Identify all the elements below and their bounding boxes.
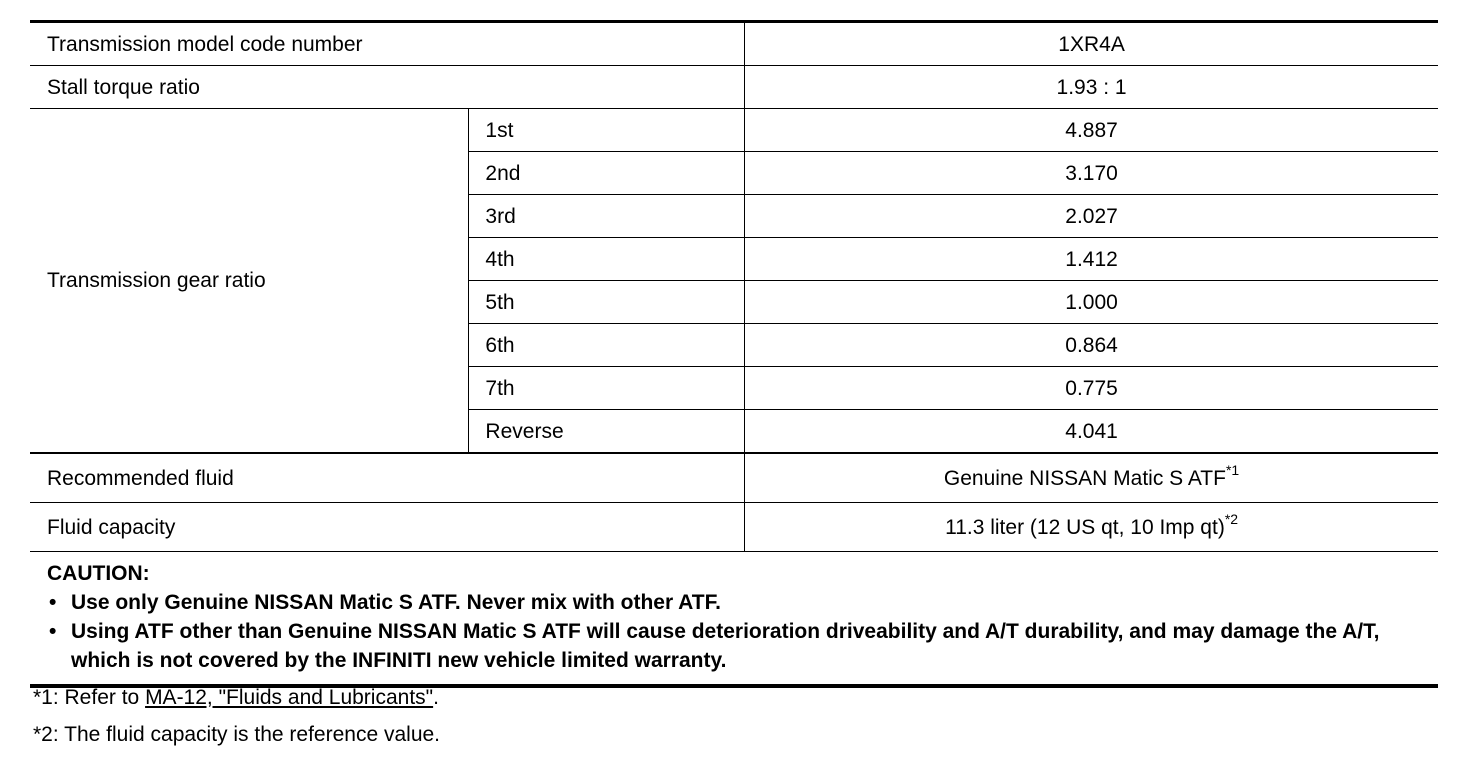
footnote-1-suffix: . bbox=[433, 686, 439, 709]
caution-item: • Use only Genuine NISSAN Matic S ATF. Never mix with other ATF. bbox=[47, 588, 1421, 617]
gear-name: 6th bbox=[469, 324, 745, 367]
table-row-gear-1st bbox=[30, 109, 1438, 152]
gear-name: 1st bbox=[469, 109, 745, 152]
gear-name: 5th bbox=[469, 281, 745, 324]
footnote-1-prefix: *1: Refer to bbox=[33, 686, 146, 709]
gear-value: 1.000 bbox=[745, 281, 1438, 324]
gear-value: 0.864 bbox=[745, 324, 1438, 367]
gear-ratio-label: Transmission gear ratio bbox=[30, 109, 469, 454]
footnote-2: *2: The fluid capacity is the reference value. bbox=[33, 723, 441, 746]
specification-table bbox=[30, 20, 1438, 688]
fluids-lubricants-link[interactable]: MA-12, "Fluids and Lubricants" bbox=[145, 686, 434, 709]
fluid-capacity-value bbox=[745, 503, 1438, 552]
model-code-value: 1XR4A bbox=[745, 22, 1438, 66]
gear-value: 3.170 bbox=[745, 152, 1438, 195]
gear-name: 4th bbox=[469, 238, 745, 281]
gear-value: 4.041 bbox=[745, 410, 1438, 454]
caution-item: • Using ATF other than Genuine NISSAN Matic S ATF will cause deterioration driveability and A/T durability, and may damage the A/T, which is not covered by the INFINITI new vehicle limited warranty. bbox=[47, 617, 1421, 675]
table-row-model-code bbox=[30, 22, 1438, 66]
caution-list bbox=[47, 588, 1421, 675]
gear-name: Reverse bbox=[469, 410, 745, 454]
gear-value: 1.412 bbox=[745, 238, 1438, 281]
gear-name: 7th bbox=[469, 367, 745, 410]
footnotes bbox=[33, 686, 440, 760]
footnote-1 bbox=[33, 686, 440, 710]
gear-name: 3rd bbox=[469, 195, 745, 238]
fluid-capacity-text: 11.3 liter (12 US qt, 10 Imp qt) bbox=[945, 515, 1225, 539]
recommended-fluid-value bbox=[745, 453, 1438, 503]
table-row-recommended-fluid bbox=[30, 453, 1438, 503]
stall-torque-label: Stall torque ratio bbox=[30, 66, 745, 109]
caution-row bbox=[30, 552, 1438, 687]
caution-box bbox=[30, 552, 1438, 687]
gear-value: 0.775 bbox=[745, 367, 1438, 410]
gear-name: 2nd bbox=[469, 152, 745, 195]
gear-value: 4.887 bbox=[745, 109, 1438, 152]
gear-value: 2.027 bbox=[745, 195, 1438, 238]
fluid-capacity-label: Fluid capacity bbox=[30, 503, 745, 552]
recommended-fluid-text: Genuine NISSAN Matic S ATF bbox=[943, 466, 1226, 490]
caution-title: CAUTION: bbox=[47, 562, 150, 585]
table-row-stall-torque bbox=[30, 66, 1438, 109]
recommended-fluid-label: Recommended fluid bbox=[30, 453, 745, 503]
footnote-marker-1: *1 bbox=[1225, 461, 1240, 478]
model-code-label: Transmission model code number bbox=[30, 22, 745, 66]
table-row-fluid-capacity bbox=[30, 503, 1438, 552]
footnote-marker-2: *2 bbox=[1224, 510, 1239, 527]
stall-torque-value: 1.93 : 1 bbox=[745, 66, 1438, 109]
